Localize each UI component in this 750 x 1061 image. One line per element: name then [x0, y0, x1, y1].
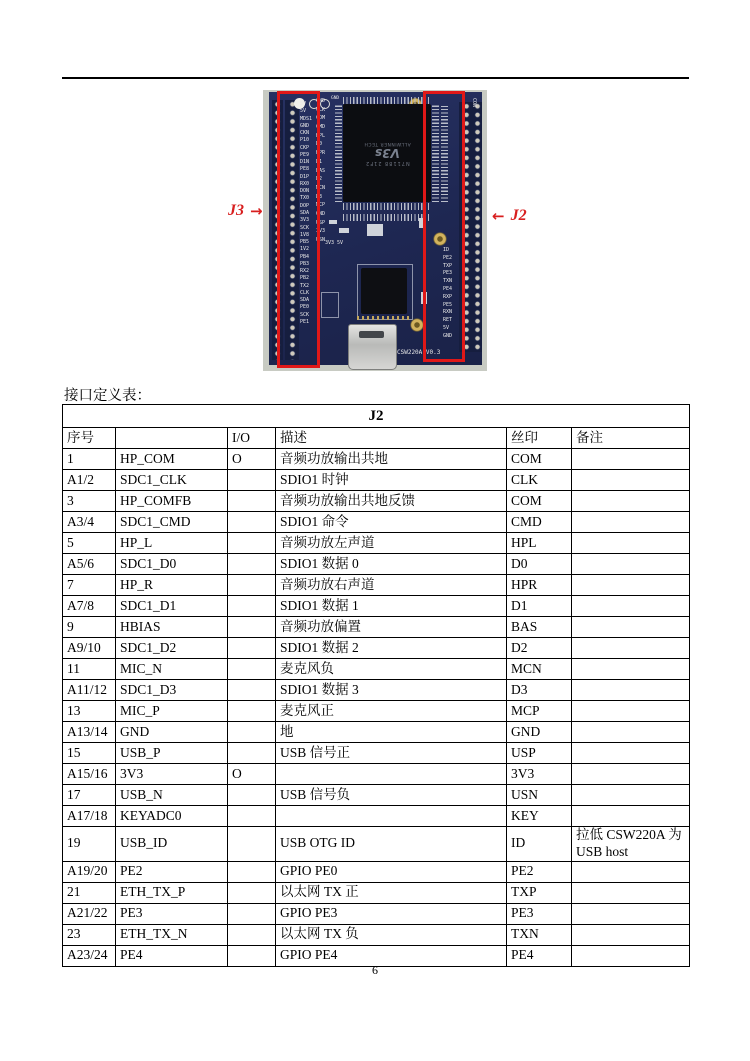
- table-cell-col1: SDC1_D0: [116, 554, 228, 575]
- silkscreen-label: PE4: [443, 285, 453, 292]
- table-cell-col1: USB_ID: [116, 827, 228, 862]
- table-cell-col5: [572, 470, 690, 491]
- table-cell-col2: [228, 743, 276, 764]
- table-cell-col2: O: [228, 449, 276, 470]
- table-row: [63, 827, 690, 862]
- table-cell-col0: A13/14: [63, 722, 116, 743]
- table-cell-col5: [572, 638, 690, 659]
- silkscreen-label: D1N: [300, 159, 310, 166]
- silkscreen-label: PB2: [300, 275, 310, 282]
- table-cell-col3: 以太网 TX 正: [276, 882, 507, 903]
- silkscreen-label: 5V: [443, 324, 450, 331]
- table-cell-col4: HPR: [507, 575, 572, 596]
- table-row: [63, 638, 690, 659]
- silkscreen-label: 3V3: [316, 228, 326, 235]
- silkscreen-label: P10: [300, 137, 310, 144]
- silkscreen-label: USP: [316, 219, 326, 226]
- table-cell-col2: [228, 806, 276, 827]
- silkscreen-label: 3V3: [300, 217, 310, 224]
- table-cell-col1: ETH_TX_P: [116, 882, 228, 903]
- table-cell-col4: USN: [507, 785, 572, 806]
- chip-pins-top: [343, 97, 431, 104]
- table-cell-col2: [228, 827, 276, 862]
- silkscreen-label: CKP: [300, 144, 310, 151]
- table-cell-col5: [572, 680, 690, 701]
- table-cell-col3: SDIO1 数据 3: [276, 680, 507, 701]
- table-cell-col2: [228, 785, 276, 806]
- silkscreen-label: DOP: [300, 202, 310, 209]
- table-cell-col5: [572, 722, 690, 743]
- table-cell-col2: [228, 638, 276, 659]
- table-cell-col4: CMD: [507, 512, 572, 533]
- table-title-row: [63, 405, 690, 428]
- silkscreen-label: SCK: [300, 224, 310, 231]
- table-cell-col0: 7: [63, 575, 116, 596]
- j2-highlight-box: [423, 91, 465, 362]
- j3-highlight-box: [277, 91, 320, 368]
- component: [329, 220, 337, 224]
- table-row: [63, 806, 690, 827]
- table-header-row: [63, 428, 690, 449]
- table-cell-col1: HBIAS: [116, 617, 228, 638]
- table-cell-col3: 以太网 TX 负: [276, 924, 507, 945]
- silkscreen-label: TX2: [300, 282, 310, 289]
- table-cell-col3: GPIO PE4: [276, 945, 507, 966]
- table-cell-col3: 麦克风负: [276, 659, 507, 680]
- silkscreen-label: GND: [316, 98, 326, 104]
- table-cell-col0: A17/18: [63, 806, 116, 827]
- table-cell-col0: 1: [63, 449, 116, 470]
- silkscreen-label: TX0: [300, 195, 310, 202]
- table-cell-col5: [572, 575, 690, 596]
- table-cell-col0: 9: [63, 617, 116, 638]
- silkscreen-label: MCP: [316, 202, 326, 209]
- pin-holes-right-edge: [473, 102, 482, 352]
- table-cell-col4: PE4: [507, 945, 572, 966]
- table-cell-col4: COM: [507, 449, 572, 470]
- table-cell-col4: TXN: [507, 924, 572, 945]
- silkscreen-label: CLK: [300, 289, 310, 296]
- silkscreen-label: 1V8: [300, 231, 310, 238]
- table-cell-col4: HPL: [507, 533, 572, 554]
- table-cell-col3: 音频功放输出共地: [276, 449, 507, 470]
- j2-interface-table: [62, 404, 690, 967]
- board-model-marking: CSW220A V0.3: [397, 349, 441, 356]
- table-cell-col2: [228, 596, 276, 617]
- table-cell-col4: GND: [507, 722, 572, 743]
- table-cell-col3: SDIO1 命令: [276, 512, 507, 533]
- table-row: [63, 882, 690, 903]
- table-cell-col0: 5: [63, 533, 116, 554]
- header-seq: 序号: [63, 428, 116, 449]
- table-cell-col2: [228, 701, 276, 722]
- table-cell-col0: A3/4: [63, 512, 116, 533]
- silkscreen-label: SCK: [300, 311, 310, 318]
- chip-marking-line1: N71188 21F2: [364, 159, 410, 166]
- table-cell-col4: MCP: [507, 701, 572, 722]
- pad-ticks-below-chip: [343, 214, 431, 221]
- silkscreen-con-text: CON: [471, 98, 477, 108]
- table-cell-col5: [572, 861, 690, 882]
- table-cell-col2: [228, 722, 276, 743]
- table-cell-col5: [572, 491, 690, 512]
- table-caption: 接口定义表：: [64, 388, 151, 404]
- silkscreen-label: CKN: [300, 130, 310, 137]
- table-cell-col2: O: [228, 764, 276, 785]
- silkscreen-label: PE0: [300, 304, 310, 311]
- silkscreen-label: RX0: [300, 180, 310, 187]
- silkscreen-label: GND: [300, 122, 310, 129]
- table-cell-col5: [572, 701, 690, 722]
- table-cell-col2: [228, 680, 276, 701]
- table-cell-col1: SDC1_D2: [116, 638, 228, 659]
- table-cell-col2: [228, 924, 276, 945]
- table-cell-col3: USB OTG ID: [276, 827, 507, 862]
- table-cell-col2: [228, 861, 276, 882]
- silkscreen-label: PB3: [300, 260, 310, 267]
- silkscreen-label: USN: [316, 237, 326, 243]
- table-cell-col4: KEY: [507, 806, 572, 827]
- table-cell-col2: [228, 575, 276, 596]
- table-cell-col3: 音频功放输出共地反馈: [276, 491, 507, 512]
- table-cell-col4: PE3: [507, 903, 572, 924]
- table-row: [63, 533, 690, 554]
- table-cell-col2: [228, 512, 276, 533]
- table-cell-col0: A15/16: [63, 764, 116, 785]
- table-row: [63, 659, 690, 680]
- table-row: [63, 743, 690, 764]
- table-row: [63, 701, 690, 722]
- component-shield: [367, 224, 383, 236]
- silkscreen-label: RXP: [443, 293, 453, 300]
- table-cell-col1: HP_R: [116, 575, 228, 596]
- table-cell-col1: USB_N: [116, 785, 228, 806]
- board-photo: [263, 90, 487, 371]
- table-row: [63, 764, 690, 785]
- table-cell-col4: D2: [507, 638, 572, 659]
- table-cell-col5: 拉低 CSW220A 为 USB host: [572, 827, 690, 862]
- table-cell-col1: ETH_TX_N: [116, 924, 228, 945]
- silkscreen-label: GND: [443, 332, 453, 339]
- soc-chip: [343, 104, 431, 202]
- silkscreen-label: D1: [316, 158, 323, 165]
- table-cell-col1: SDC1_CMD: [116, 512, 228, 533]
- silkscreen-label: RET: [443, 317, 453, 324]
- silkscreen-label: RXN: [443, 309, 453, 316]
- j2-table-body: [63, 449, 690, 967]
- table-cell-col1: PE4: [116, 945, 228, 966]
- table-cell-col0: 13: [63, 701, 116, 722]
- table-cell-col5: [572, 449, 690, 470]
- table-cell-col4: 3V3: [507, 764, 572, 785]
- table-cell-col1: MIC_N: [116, 659, 228, 680]
- table-cell-col5: [572, 596, 690, 617]
- table-row: [63, 680, 690, 701]
- table-cell-col0: 19: [63, 827, 116, 862]
- silkscreen-label: D2: [316, 176, 323, 183]
- table-cell-col3: SDIO1 数据 0: [276, 554, 507, 575]
- table-cell-col2: [228, 617, 276, 638]
- table-row: [63, 861, 690, 882]
- table-cell-col5: [572, 764, 690, 785]
- table-cell-col0: A11/12: [63, 680, 116, 701]
- table-cell-col3: 地: [276, 722, 507, 743]
- silkscreen-label: PE3: [443, 270, 453, 277]
- silkscreen-label: SDA: [300, 209, 310, 216]
- table-cell-col4: CLK: [507, 470, 572, 491]
- table-cell-col4: D0: [507, 554, 572, 575]
- chip-pins-bottom: [343, 203, 431, 210]
- silkscreen-label: RX2: [300, 268, 310, 275]
- silkscreen-label: MDS1: [300, 115, 313, 122]
- header-silkscreen: 丝印: [507, 428, 572, 449]
- table-cell-col2: [228, 491, 276, 512]
- table-cell-col4: ID: [507, 827, 572, 862]
- silkscreen-label: PE1: [300, 318, 310, 325]
- table-cell-col1: HP_L: [116, 533, 228, 554]
- table-row: [63, 575, 690, 596]
- table-cell-col1: PE2: [116, 861, 228, 882]
- table-cell-col4: TXP: [507, 882, 572, 903]
- table-row: [63, 722, 690, 743]
- table-cell-col3: 音频功放右声道: [276, 575, 507, 596]
- chip-marking: [364, 141, 411, 166]
- table-cell-col5: [572, 743, 690, 764]
- table-cell-col0: 21: [63, 882, 116, 903]
- table-row: [63, 491, 690, 512]
- table-cell-col5: [572, 659, 690, 680]
- table-title: J2: [63, 405, 690, 428]
- table-cell-col3: GPIO PE0: [276, 861, 507, 882]
- header-io: I/O: [228, 428, 276, 449]
- silkscreen-label: CLK: [316, 106, 326, 113]
- table-cell-col4: D3: [507, 680, 572, 701]
- j3-annotation-label: J3: [228, 202, 244, 219]
- table-row: [63, 554, 690, 575]
- table-row: [63, 512, 690, 533]
- table-cell-col4: MCN: [507, 659, 572, 680]
- table-row: [63, 470, 690, 491]
- table-cell-col0: A7/8: [63, 596, 116, 617]
- silkscreen-label: TXP: [443, 262, 453, 269]
- header-remark: 备注: [572, 428, 690, 449]
- table-cell-col0: 15: [63, 743, 116, 764]
- silkscreen-label: COM: [316, 115, 326, 122]
- wifi-module: [361, 268, 407, 314]
- silkscreen-label: PE9: [300, 151, 310, 158]
- silkscreen-label: PE2: [443, 254, 453, 261]
- component: [339, 228, 349, 233]
- chip-marking-line3: ALLWINNER TECH: [363, 140, 411, 146]
- table-cell-col3: 音频功放左声道: [276, 533, 507, 554]
- silkscreen-label: D0: [316, 141, 323, 148]
- table-cell-col0: 11: [63, 659, 116, 680]
- silkscreen-label: PB4: [300, 253, 310, 260]
- silkscreen-label: D3: [316, 193, 323, 200]
- table-row: [63, 617, 690, 638]
- table-cell-col1: 3V3: [116, 764, 228, 785]
- table-row: [63, 924, 690, 945]
- silkscreen-label: 5V: [300, 108, 307, 115]
- table-cell-col2: [228, 882, 276, 903]
- silkscreen-label: ID: [443, 247, 450, 253]
- table-cell-col3: SDIO1 数据 2: [276, 638, 507, 659]
- silkscreen-label: 1V2: [300, 246, 310, 253]
- table-cell-col5: [572, 903, 690, 924]
- header-description: 描述: [276, 428, 507, 449]
- table-cell-col0: 17: [63, 785, 116, 806]
- table-row: [63, 903, 690, 924]
- silkscreen-3v3-5v-text: 3V3 5V: [325, 240, 344, 246]
- silkscreen-box: [321, 292, 339, 318]
- silkscreen-label: MCN: [316, 184, 326, 191]
- table-cell-col0: A19/20: [63, 861, 116, 882]
- table-cell-col2: [228, 533, 276, 554]
- table-cell-col4: BAS: [507, 617, 572, 638]
- j2-annotation-label: J2: [510, 207, 527, 224]
- silkscreen-gnd-text: GND: [331, 96, 340, 101]
- silkscreen-label: DON: [300, 188, 310, 195]
- table-cell-col1: SDC1_D3: [116, 680, 228, 701]
- table-cell-col0: A9/10: [63, 638, 116, 659]
- page-number: 6: [372, 963, 378, 977]
- header-rule: [62, 77, 689, 79]
- table-cell-col1: MIC_P: [116, 701, 228, 722]
- table-cell-col3: GPIO PE3: [276, 903, 507, 924]
- silkscreen-label: CMD: [316, 124, 326, 131]
- table-cell-col0: A23/24: [63, 945, 116, 966]
- chip-marking-line2: V3s: [374, 145, 400, 160]
- left-arrow-icon: ←: [492, 207, 505, 225]
- silkscreen-label: PE8: [300, 166, 310, 173]
- table-cell-col0: 23: [63, 924, 116, 945]
- table-cell-col1: KEYADC0: [116, 806, 228, 827]
- silkscreen-label: PE5: [443, 301, 453, 308]
- j2-annotation: [492, 207, 527, 225]
- silkscreen-label: HPL: [316, 132, 326, 139]
- table-cell-col0: A1/2: [63, 470, 116, 491]
- table-cell-col0: A21/22: [63, 903, 116, 924]
- silkscreen-label: HPR: [316, 150, 326, 157]
- table-cell-col1: USB_P: [116, 743, 228, 764]
- silkscreen-label: 5V: [300, 101, 307, 107]
- table-cell-col2: [228, 554, 276, 575]
- table-cell-col1: GND: [116, 722, 228, 743]
- table-cell-col5: [572, 785, 690, 806]
- silkscreen-label: TXN: [443, 278, 453, 285]
- table-cell-col4: PE2: [507, 861, 572, 882]
- table-cell-col5: [572, 554, 690, 575]
- table-cell-col3: USB 信号负: [276, 785, 507, 806]
- silkscreen-label: PB5: [300, 239, 310, 246]
- table-cell-col1: PE3: [116, 903, 228, 924]
- j3-annotation: [228, 202, 263, 220]
- table-cell-col4: D1: [507, 596, 572, 617]
- table-cell-col3: 麦克风正: [276, 701, 507, 722]
- silkscreen-label: GND: [316, 210, 326, 217]
- table-cell-col3: SDIO1 数据 1: [276, 596, 507, 617]
- table-cell-col3: USB 信号正: [276, 743, 507, 764]
- usb-slot: [359, 331, 384, 338]
- table-cell-col2: [228, 659, 276, 680]
- table-cell-col1: SDC1_D1: [116, 596, 228, 617]
- header-signal: [116, 428, 228, 449]
- table-cell-col0: 3: [63, 491, 116, 512]
- table-cell-col5: [572, 806, 690, 827]
- table-cell-col0: A5/6: [63, 554, 116, 575]
- silkscreen-label: BAS: [316, 167, 326, 174]
- table-row: [63, 449, 690, 470]
- table-cell-col3: [276, 764, 507, 785]
- chip-pins-left: [335, 104, 342, 202]
- micro-usb-connector: [348, 324, 397, 370]
- table-cell-col4: USP: [507, 743, 572, 764]
- module-pad-row: [357, 316, 411, 320]
- table-cell-col3: SDIO1 时钟: [276, 470, 507, 491]
- table-cell-col1: HP_COM: [116, 449, 228, 470]
- table-cell-col1: HP_COMFB: [116, 491, 228, 512]
- table-cell-col5: [572, 533, 690, 554]
- table-row: [63, 596, 690, 617]
- table-cell-col5: [572, 882, 690, 903]
- table-cell-col2: [228, 903, 276, 924]
- right-arrow-icon: →: [250, 202, 263, 220]
- table-cell-col2: [228, 470, 276, 491]
- table-row: [63, 785, 690, 806]
- table-cell-col5: [572, 512, 690, 533]
- table-cell-col4: COM: [507, 491, 572, 512]
- table-cell-col3: [276, 806, 507, 827]
- silkscreen-label: SDA: [300, 297, 310, 304]
- table-cell-col3: 音频功放偏置: [276, 617, 507, 638]
- table-cell-col5: [572, 924, 690, 945]
- silkscreen-label: D1P: [300, 173, 310, 180]
- table-cell-col1: SDC1_CLK: [116, 470, 228, 491]
- table-cell-col5: [572, 617, 690, 638]
